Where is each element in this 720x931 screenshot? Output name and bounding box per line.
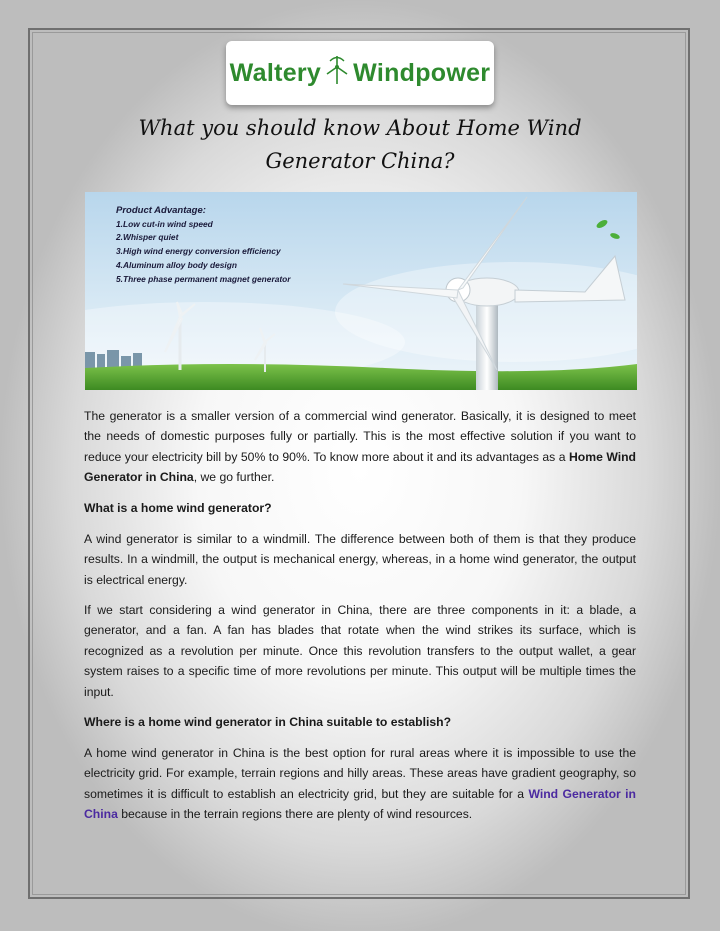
logo-text-right: Windpower: [353, 58, 491, 87]
advantage-item: 5.Three phase permanent magnet generator: [116, 273, 291, 284]
product-advantage-list: [116, 204, 291, 286]
paragraph-windmill-comparison: A wind generator is similar to a windmill. The difference between both of them is that they produce results. In a windmill, the output is mechanical energy, whereas, in a home wind generator, the output is electrical energy.: [84, 532, 636, 587]
logo-text-left: Waltery: [229, 58, 322, 87]
intro-text-end: , we go further.: [193, 470, 275, 485]
intro-paragraph: [84, 406, 636, 488]
page-title: What you should know About Home Wind Generator China?: [138, 116, 582, 173]
advantage-item: 2.Whisper quiet: [116, 232, 179, 243]
paragraph-rural-areas: [84, 743, 636, 825]
advantage-item: 1.Low cut-in wind speed: [116, 218, 213, 229]
hero-image: [85, 192, 637, 390]
advantage-item: 4.Aluminum alloy body design: [116, 259, 237, 270]
intro-bold-phrase: Home Wind Generator in China: [84, 449, 637, 485]
advantage-item: 3.High wind energy conversion efficiency: [116, 246, 281, 257]
paragraph-components: If we start considering a wind generator in China, there are three components in it: a blade, a generator, and a fan. A fan has blades that rotate when the wind strikes its surface, which is recognized as a revolution per minute. Once this revolution transfers to the output wallet, a gear system raises to a specific time of more revolutions per minute. This output will be multiple times the input.: [84, 603, 636, 699]
company-logo[interactable]: [226, 41, 494, 105]
rural-text: A home wind generator in China is the best option for rural areas where it is impossible to use the electricity grid. For example, terrain regions and hilly areas. These areas have gradient geography, so sometimes it is difficult to establish an electricity grid, but they are suitable for a: [84, 746, 636, 801]
section-heading-what-is: What is a home wind generator?: [84, 501, 272, 515]
wind-generator-china-link[interactable]: Wind Generator in China: [84, 786, 636, 822]
rural-text-end: because in the terrain regions there are plenty of wind resources.: [117, 807, 473, 822]
section-heading-where: Where is a home wind generator in China suitable to establish?: [84, 715, 452, 729]
intro-text: The generator is a smaller version of a commercial wind generator. Basically, it is designed to meet the needs of domestic purposes fully or partially. This is the most effective solution if you want to reduce your electricity bill by 50% to 90%. To know more about it and its advantages as a: [84, 409, 636, 464]
advantage-heading: Product Advantage:: [116, 205, 206, 216]
wind-turbine-logo-icon: [322, 55, 352, 92]
